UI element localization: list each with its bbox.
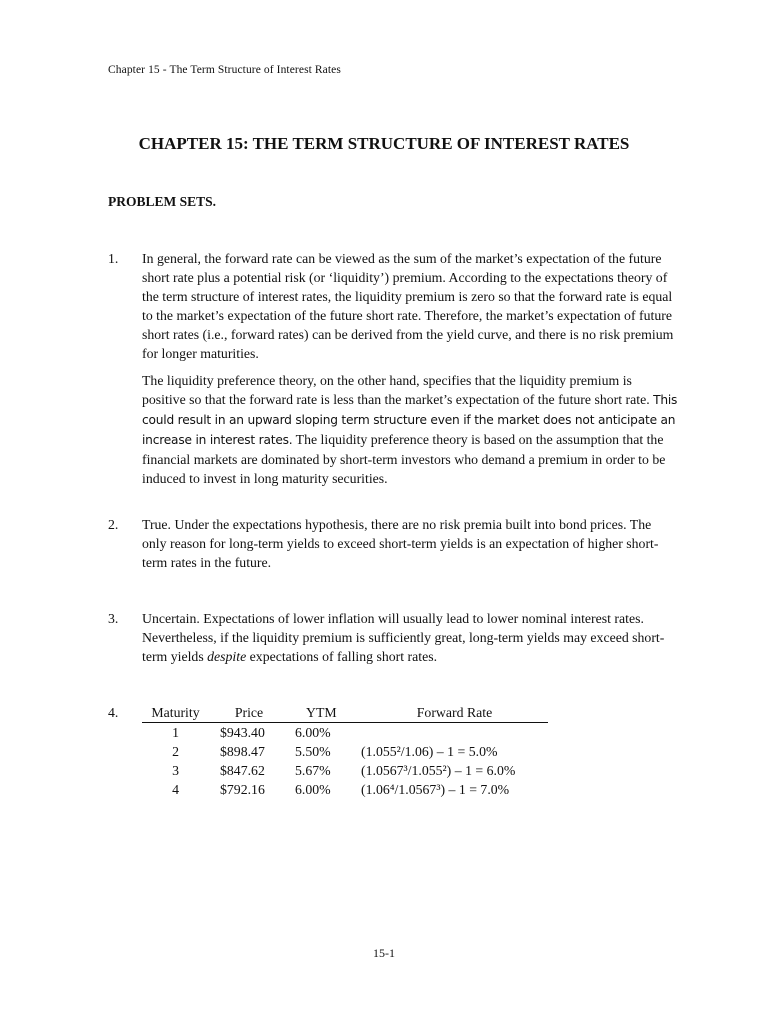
problem-1 [108,249,678,488]
problem-2-text: True. Under the expectations hypothesis, there are no risk premia built into bond prices. The only reason for long-term yields to exceed short-term yields is an expectation of higher short-term rates in the future. [142,517,659,570]
problem-number: 1. [108,251,119,266]
paragraph-text: The liquidity preference theory is based on the assumption that the financial markets are dominated by short-term investors who demand a premium in order to be induced to invest in long maturity securities. [142,432,666,486]
ytm-cell: 5.50% [295,743,331,759]
problem-number: 3. [108,611,119,626]
table-row [142,761,548,780]
table-row [142,742,548,761]
paragraph-text: The liquidity preference theory, on the other hand, specifies that the liquidity premium is positive so that the forward rate is less than the market’s expectation of the future short rate. [142,373,654,407]
column-header-price: Price [209,703,289,723]
forward-rate-cell [361,723,548,743]
table-row [142,723,548,743]
price-cell: $792.16 [220,781,265,797]
maturity-cell: 4 [172,781,179,797]
column-header-forward-rate: Forward Rate [361,703,548,723]
section-heading: PROBLEM SETS. [108,194,217,209]
column-header-ytm: YTM [289,703,361,723]
price-cell: $943.40 [220,724,265,740]
price-cell: $898.47 [220,743,265,759]
maturity-cell: 2 [172,743,179,759]
column-header-maturity: Maturity [142,703,209,723]
problem-number: 4. [108,705,119,720]
table-row [142,780,548,799]
paragraph-text: Uncertain. Expectations of lower inflation will usually lead to lower nominal interest rates. Nevertheless, if the liquidity premium is sufficiently great, long-term yields may exceed short-term yields [142,611,665,664]
forward-rate-cell: (1.06⁴/1.0567³) – 1 = 7.0% [361,781,510,797]
forward-rate-cell: (1.055²/1.06) – 1 = 5.0% [361,743,498,759]
problem-number: 2. [108,517,119,532]
maturity-cell: 1 [172,724,179,740]
emphasis-text: despite [207,649,247,664]
maturity-cell: 3 [172,762,179,778]
ytm-cell: 5.67% [295,762,331,778]
page-number: 15-1 [373,946,395,960]
ytm-cell: 6.00% [295,781,331,797]
paragraph-text: expectations of falling short rates. [246,649,438,664]
problem-1-paragraph-2 [142,371,678,488]
table-header-row [142,703,548,723]
ytm-cell: 6.00% [295,724,331,740]
problem-3-text [142,609,678,666]
price-cell: $847.62 [220,762,265,778]
chapter-title: CHAPTER 15: THE TERM STRUCTURE OF INTEREST RATES [138,134,630,153]
running-header: Chapter 15 - The Term Structure of Interest Rates [108,64,341,76]
problem-3 [108,609,678,666]
forward-rate-cell: (1.0567³/1.055²) – 1 = 6.0% [361,762,516,778]
paragraph-text-alt-font: This could result in an upward sloping term structure even if the market does not anticipate an increase in interest rates. [142,393,678,447]
problem-2 [108,515,678,572]
forward-rate-table [142,703,548,799]
problem-1-paragraph-1: In general, the forward rate can be viewed as the sum of the market’s expectation of the future short rate plus a potential risk (or ‘liquidity’) premium. According to the expectations theory of the term structure of interest rates, the liquidity premium is zero so that the forward rate is equal to the market’s expectation of the future short rate. Therefore, the market’s expectation of future short rates (i.e., forward rates) can be derived from the yield curve, and there is no risk premium for longer maturities. [142,251,674,361]
